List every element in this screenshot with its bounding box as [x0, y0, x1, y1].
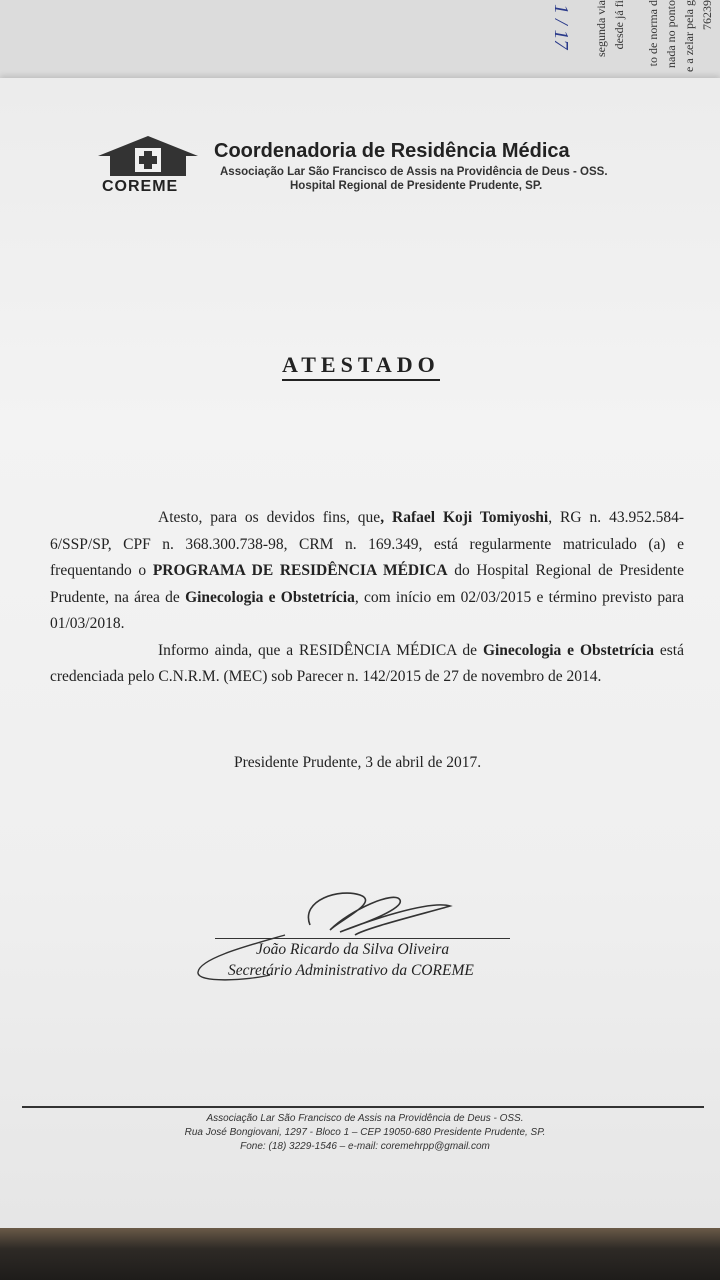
background-surface — [0, 1228, 720, 1280]
handwritten-mark: 1 / 17 — [550, 4, 572, 50]
paragraph-1 — [50, 505, 684, 638]
signer-name: João Ricardo da Silva Oliveira — [256, 941, 450, 958]
text: do Hospital Regional de Presidente Prudente, na área de — [50, 562, 684, 606]
text: Atesto, para os devidos fins, que — [158, 509, 381, 526]
signature-line — [215, 938, 510, 939]
text: Informo ainda, que a RESIDÊNCIA MÉDICA de — [158, 641, 483, 659]
document-title: ATESTADO — [282, 352, 440, 381]
text: , RG n. 43.952.584-6/SSP/SP, CPF n. 368.300.738-98, CRM n. 169.349, está regularmente matriculado (a) e frequentando o — [50, 509, 684, 579]
footer-address: Rua José Bongiovani, 1297 - Bloco 1 – CEP 19050-680 Presidente Prudente, SP. — [184, 1127, 546, 1138]
specialty-area: Ginecologia e Obstetrícia — [185, 588, 355, 606]
text: está credenciada pelo C.N.R.M. (MEC) sob Parecer n. 142/2015 de 27 de novembro de 2014. — [50, 641, 684, 685]
under-sheet-text: e a zelar pela g — [682, 0, 696, 72]
footer-line: Associação Lar São Francisco de Assis na Providência de Deus - OSS. — [206, 1113, 524, 1124]
text: , com início em 02/03/2015 e término previsto para 01/03/2018. — [50, 588, 684, 632]
document-date: Presidente Prudente, 3 de abril de 2017. — [234, 754, 482, 771]
specialty-area: Ginecologia e Obstetrícia — [482, 641, 654, 659]
document-body — [50, 505, 684, 691]
under-sheet-text: nada no ponto — [664, 0, 678, 68]
header-subtitle: Associação Lar São Francisco de Assis na Providência de Deus - OSS. — [220, 166, 608, 178]
program-name: PROGRAMA DE RESIDÊNCIA MÉDICA — [152, 562, 448, 579]
under-sheet-text: to de norma d — [646, 0, 660, 67]
footer-divider — [22, 1106, 704, 1108]
footer-contact: Fone: (18) 3229-1546 – e-mail: coremehrpp@gmail.com — [240, 1141, 490, 1152]
logo-wordmark: COREME — [102, 178, 179, 195]
signer-role: Secretário Administrativo da COREME — [228, 962, 474, 979]
under-sheet-text: segunda via — [594, 0, 608, 57]
footer — [140, 1112, 590, 1154]
resident-name: , Rafael Koji Tomiyoshi — [380, 509, 549, 526]
paragraph-2 — [50, 638, 684, 691]
under-sheet-text: 76239 — [700, 0, 714, 30]
header-subtitle: Hospital Regional de Presidente Prudente, SP. — [290, 180, 543, 192]
header-title: Coordenadoria de Residência Médica — [214, 140, 570, 162]
under-sheet-text: desde já fi — [612, 0, 626, 50]
